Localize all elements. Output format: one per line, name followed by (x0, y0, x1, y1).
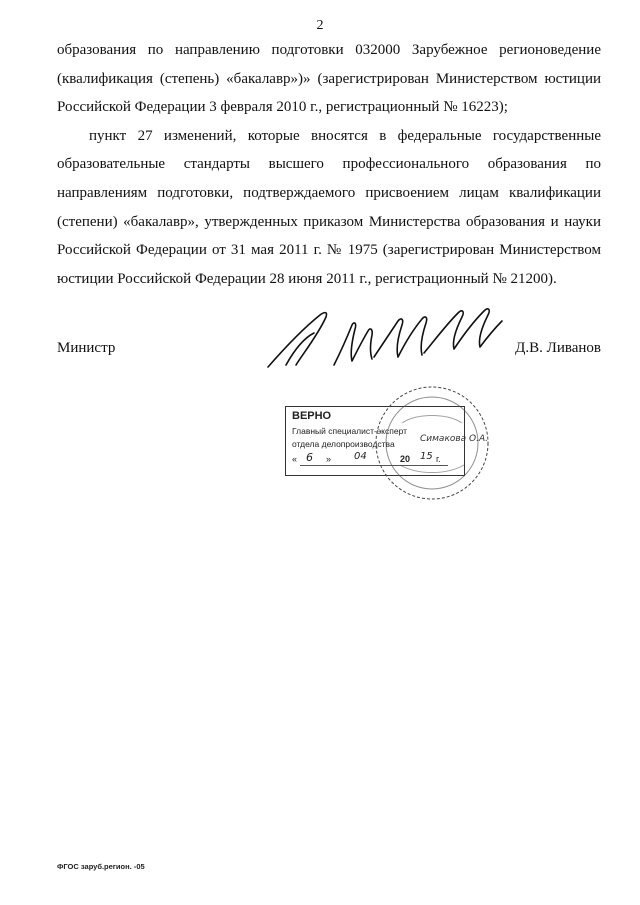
date-close-quote: » (326, 454, 332, 464)
signatory-name: Д.В. Ливанов (515, 340, 601, 356)
signature-block (57, 340, 601, 370)
stamp-department: отдела делопроизводства (292, 439, 395, 449)
date-month: 04 (354, 451, 367, 462)
date-year-suffix: 15 (420, 451, 433, 462)
paragraph-continued: образования по направлению подготовки 032000 Зарубежное регионоведение (квалификация (степень) «бакалавр»)» (зарегистрирован Министерством юстиции Российской Федерации 3 февраля 2010 г., регистрационный № 16223); (57, 42, 601, 116)
footer-document-code: ФГОС заруб.регион. -05 (57, 862, 145, 871)
paragraph-item-27: пункт 27 изменений, которые вносятся в федеральные государственные образовательные стандарты высшего профессионального образования по направлениям подготовки, подтверждаемого присвоением лицам квалификации (степени) «бакалавр», утвержденных приказом Министерства образования и науки Российской Федерации от 31 мая 2011 г. № 1975 (зарегистрирован Министерством юстиции Российской Федерации 28 июня 2011 г., регистрационный № 21200). (57, 127, 601, 287)
date-open-quote: « (292, 454, 298, 464)
stamp-title: ВЕРНО (292, 410, 332, 422)
page-number: 2 (316, 18, 324, 33)
signatory-position: Министр (57, 340, 116, 356)
stamp-official-title: Главный специалист-эксперт (292, 426, 408, 436)
date-year-prefix: 20 (400, 454, 411, 464)
date-day: 6 (306, 451, 313, 464)
date-year-unit: г. (436, 454, 441, 464)
document-body (57, 36, 601, 293)
handwritten-surname: Симакова О.А. (420, 434, 489, 444)
